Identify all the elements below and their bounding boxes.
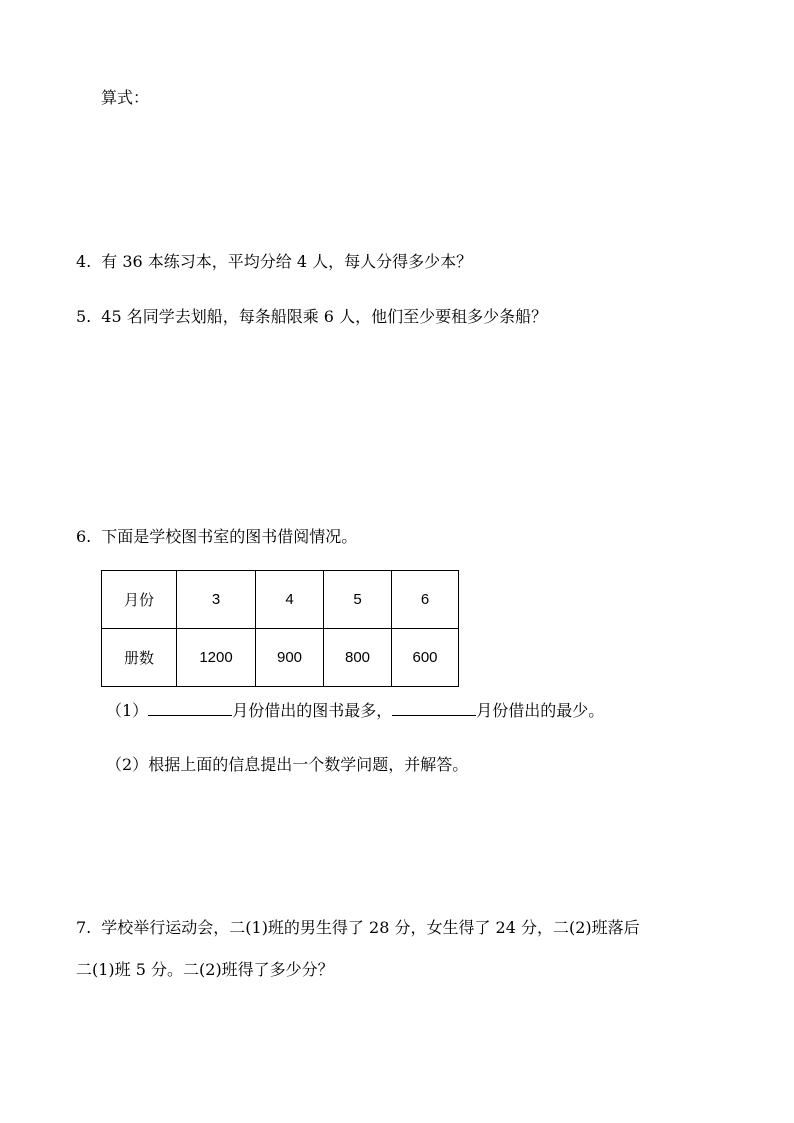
sub-2-prefix: （2）: [106, 755, 149, 774]
question-5-text: 45 名同学去划船，每条船限乘 6 人，他们至少要租多少条船？: [101, 307, 548, 326]
question-7-line-2: 二(1)班 5 分。二(2)班得了多少分？: [76, 960, 334, 979]
sub-1-prefix: （1）: [106, 701, 149, 720]
table-cell: 6: [392, 571, 459, 629]
question-6-sub-2: [106, 755, 468, 775]
table-cell: 5: [324, 571, 392, 629]
question-6: [76, 527, 357, 547]
question-4: [76, 252, 472, 272]
table-cell: 1200: [177, 629, 256, 687]
question-6-number: 6.: [76, 527, 92, 546]
table-header-count: 册数: [102, 629, 177, 687]
question-7-text-1: 学校举行运动会，二(1)班的男生得了 28 分，女生得了 24 分，二(2)班落后: [101, 918, 640, 937]
question-6-text: 下面是学校图书室的图书借阅情况。: [101, 527, 358, 546]
table-cell: 800: [324, 629, 392, 687]
table-header-month: 月份: [102, 571, 177, 629]
answer-blank-most[interactable]: [148, 701, 232, 716]
sub-1-part-1: 月份借出的图书最多，: [232, 701, 393, 720]
question-6-sub-1: [106, 701, 604, 721]
table-row: [102, 629, 459, 687]
question-7-line-1: [76, 918, 640, 938]
question-5: [76, 307, 547, 327]
formula-label: 算式：: [101, 88, 150, 107]
question-7-number: 7.: [76, 918, 92, 937]
table-cell: 600: [392, 629, 459, 687]
table-cell: 4: [256, 571, 324, 629]
sub-1-part-2: 月份借出的最少。: [476, 701, 605, 720]
table-cell: 3: [177, 571, 256, 629]
question-4-number: 4.: [76, 252, 92, 271]
table-cell: 900: [256, 629, 324, 687]
table-row: [102, 571, 459, 629]
library-borrowing-table: [101, 570, 459, 687]
sub-2-text: 根据上面的信息提出一个数学问题，并解答。: [148, 755, 469, 774]
question-5-number: 5.: [76, 307, 92, 326]
answer-blank-least[interactable]: [392, 701, 476, 716]
question-4-text: 有 36 本练习本，平均分给 4 人，每人分得多少本？: [101, 252, 473, 271]
